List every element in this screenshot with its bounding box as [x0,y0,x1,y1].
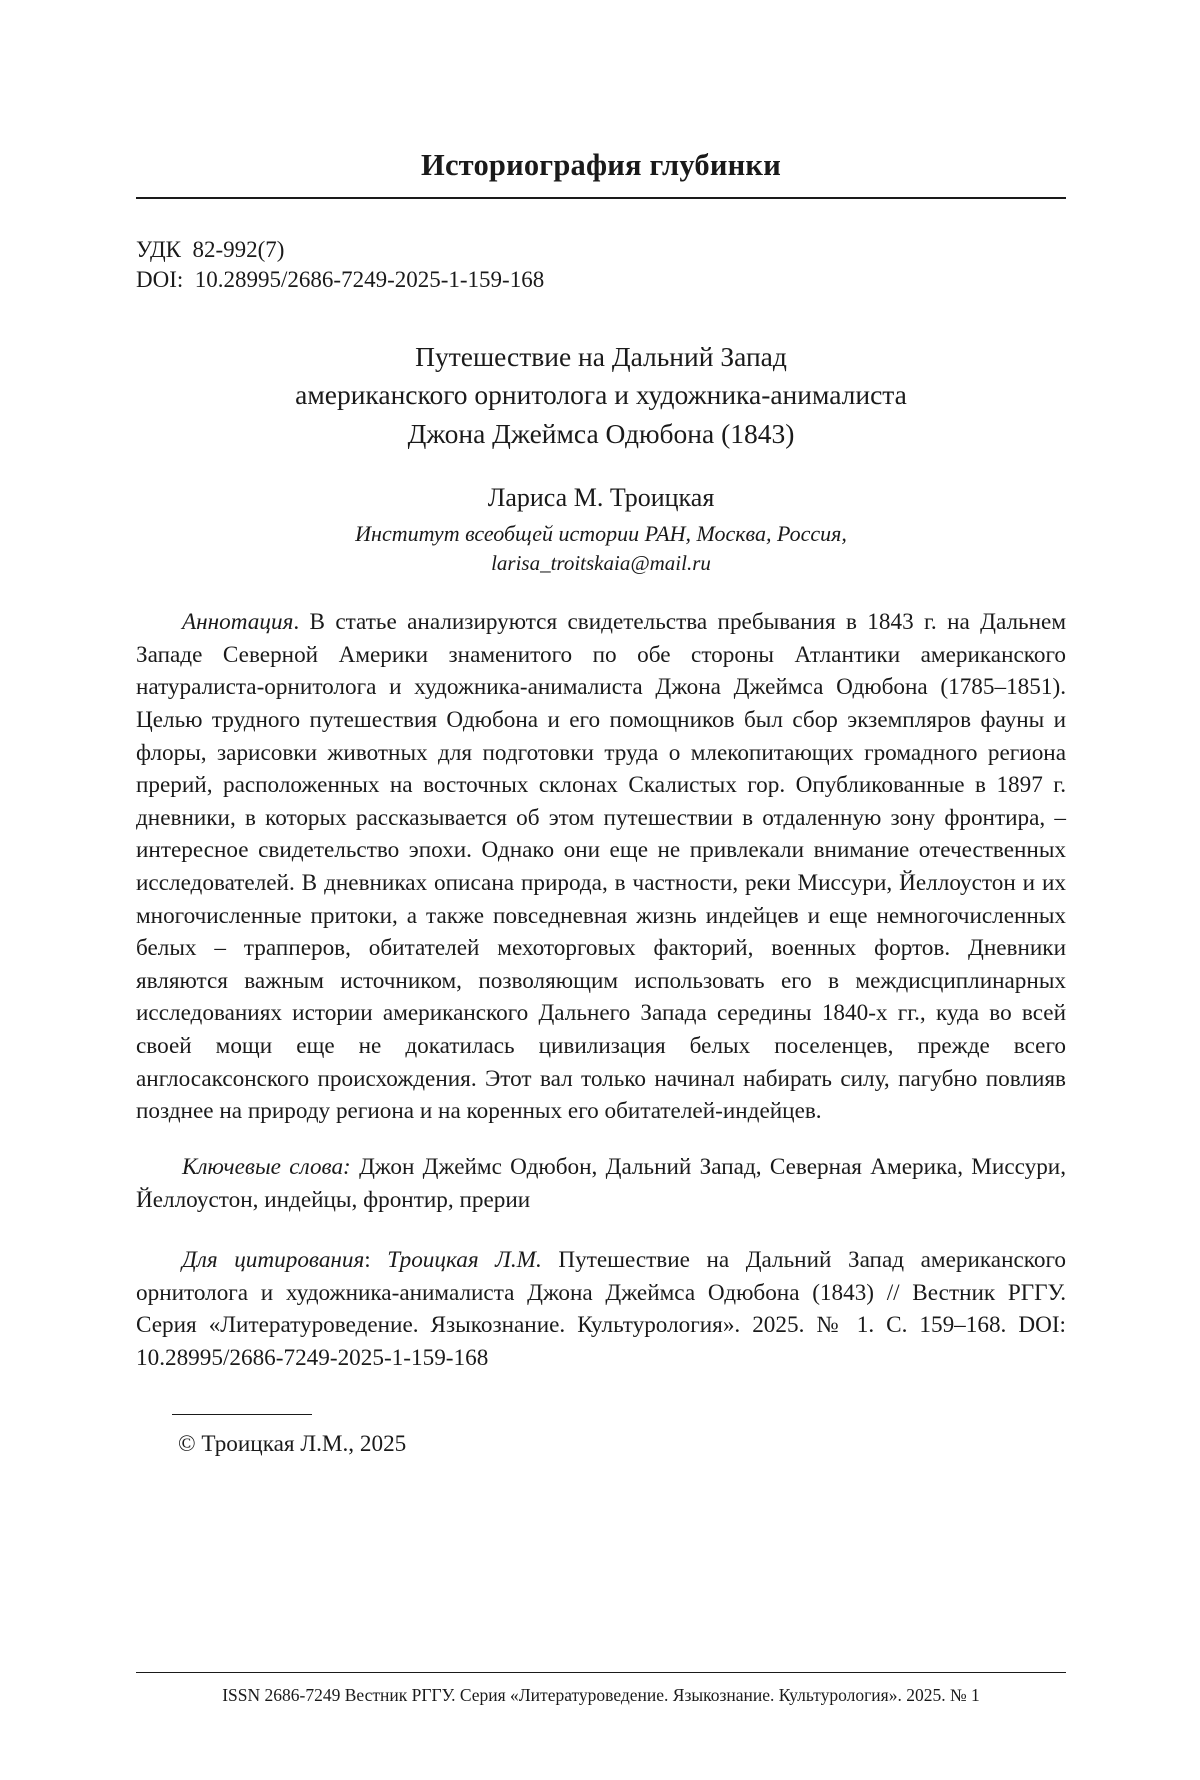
citation-separator: : [364,1247,388,1274]
copyright-divider [172,1414,312,1415]
citation-text: Путешествие на Дальний Запад американского орнитолога и художника-анималиста Джона Джеймса Одюбона (1843) // Вестник РГГУ. Серия «Литературоведение. Языкознание. Культурология». 2025. № 1. С. 159–168. DOI: 10.28995/2686-7249-2025-1-159-168 [136,1247,1066,1371]
page-footer [136,1672,1066,1706]
article-title [136,338,1066,454]
footer-divider [136,1672,1066,1673]
author-name: Лариса М. Троицкая [487,483,715,513]
abstract-text: . В статье анализируются свидетельства пребывания в 1843 г. на Дальнем Западе Северной Америки знаменитого по обе стороны Атлантики американского натуралиста-орнитолога и художника-анималиста Джона Джеймса Одюбона (1785–1851). Целью трудного путешествия Одюбона и его помощников был сбор экземпляров фауны и флоры, зарисовки животных для подготовки труда о млекопитающих громадного региона прерий, расположенных на восточных склонах Скалистых гор. Опубликованные в 1897 г. дневники, в которых рассказывается об этом путешествии в отдаленную зону фронтира, – интересное свидетельство эпохи. Однако они еще не привлекали внимание отечественных исследователей. В дневниках описана природа, в частности, реки Миссури, Йеллоустон и их многочисленные притоки, а также повседневная жизнь индейцев и еще немногочисленных белых – трапперов, обитателей мехоторговых факторий, военных фортов. Дневники являются важным источником, позволяющим использовать его в междисциплинарных исследованиях истории американского Дальнего Запада середины 1840-х гг., куда во всей своей мощи еще не докатилась цивилизация белых поселенцев, прежде всего англосаксонского происхождения. Этот вал только начинал набирать силу, пагубно повлияв позднее на природу региона и на коренных его обитателей-индейцев. [136,609,1066,1125]
article-title-line-2: американского орнитолога и художника-анималиста [295,379,907,411]
doi-line: DOI: 10.28995/2686-7249-2025-1-159-168 [136,267,545,293]
article-title-line-3: Джона Джеймса Одюбона (1843) [407,417,795,449]
copyright-line: © Троицкая Л.М., 2025 [178,1431,407,1458]
citation-label: Для цитирования [182,1247,365,1274]
keywords-label: Ключевые слова: [182,1153,351,1180]
footer-text: ISSN 2686-7249 Вестник РГГУ. Серия «Литературоведение. Языкознание. Культурология». 2025. № 1 [222,1685,980,1705]
header-divider [136,197,1066,199]
article-title-line-1: Путешествие на Дальний Запад [415,340,787,372]
page-content [136,0,1066,1458]
citation-paragraph [136,1244,1066,1374]
abstract-paragraph [136,606,1066,1128]
keywords-text: Джон Джеймс Одюбон, Дальний Запад, Северная Америка, Миссури, Йеллоустон, индейцы, фронтир, прерии [136,1153,1066,1213]
author-affiliation: Институт всеобщей истории РАН, Москва, Россия, [355,521,847,547]
udk-line: УДК 82-992(7) [136,237,285,262]
keywords-paragraph [136,1151,1066,1216]
author-email[interactable]: larisa_troitskaia@mail.ru [491,551,711,576]
identifier-block [136,235,1066,296]
abstract-label: Аннотация [182,609,294,636]
running-head: Историография глубинки [421,148,781,182]
citation-author: Троицкая Л.М. [387,1247,542,1274]
